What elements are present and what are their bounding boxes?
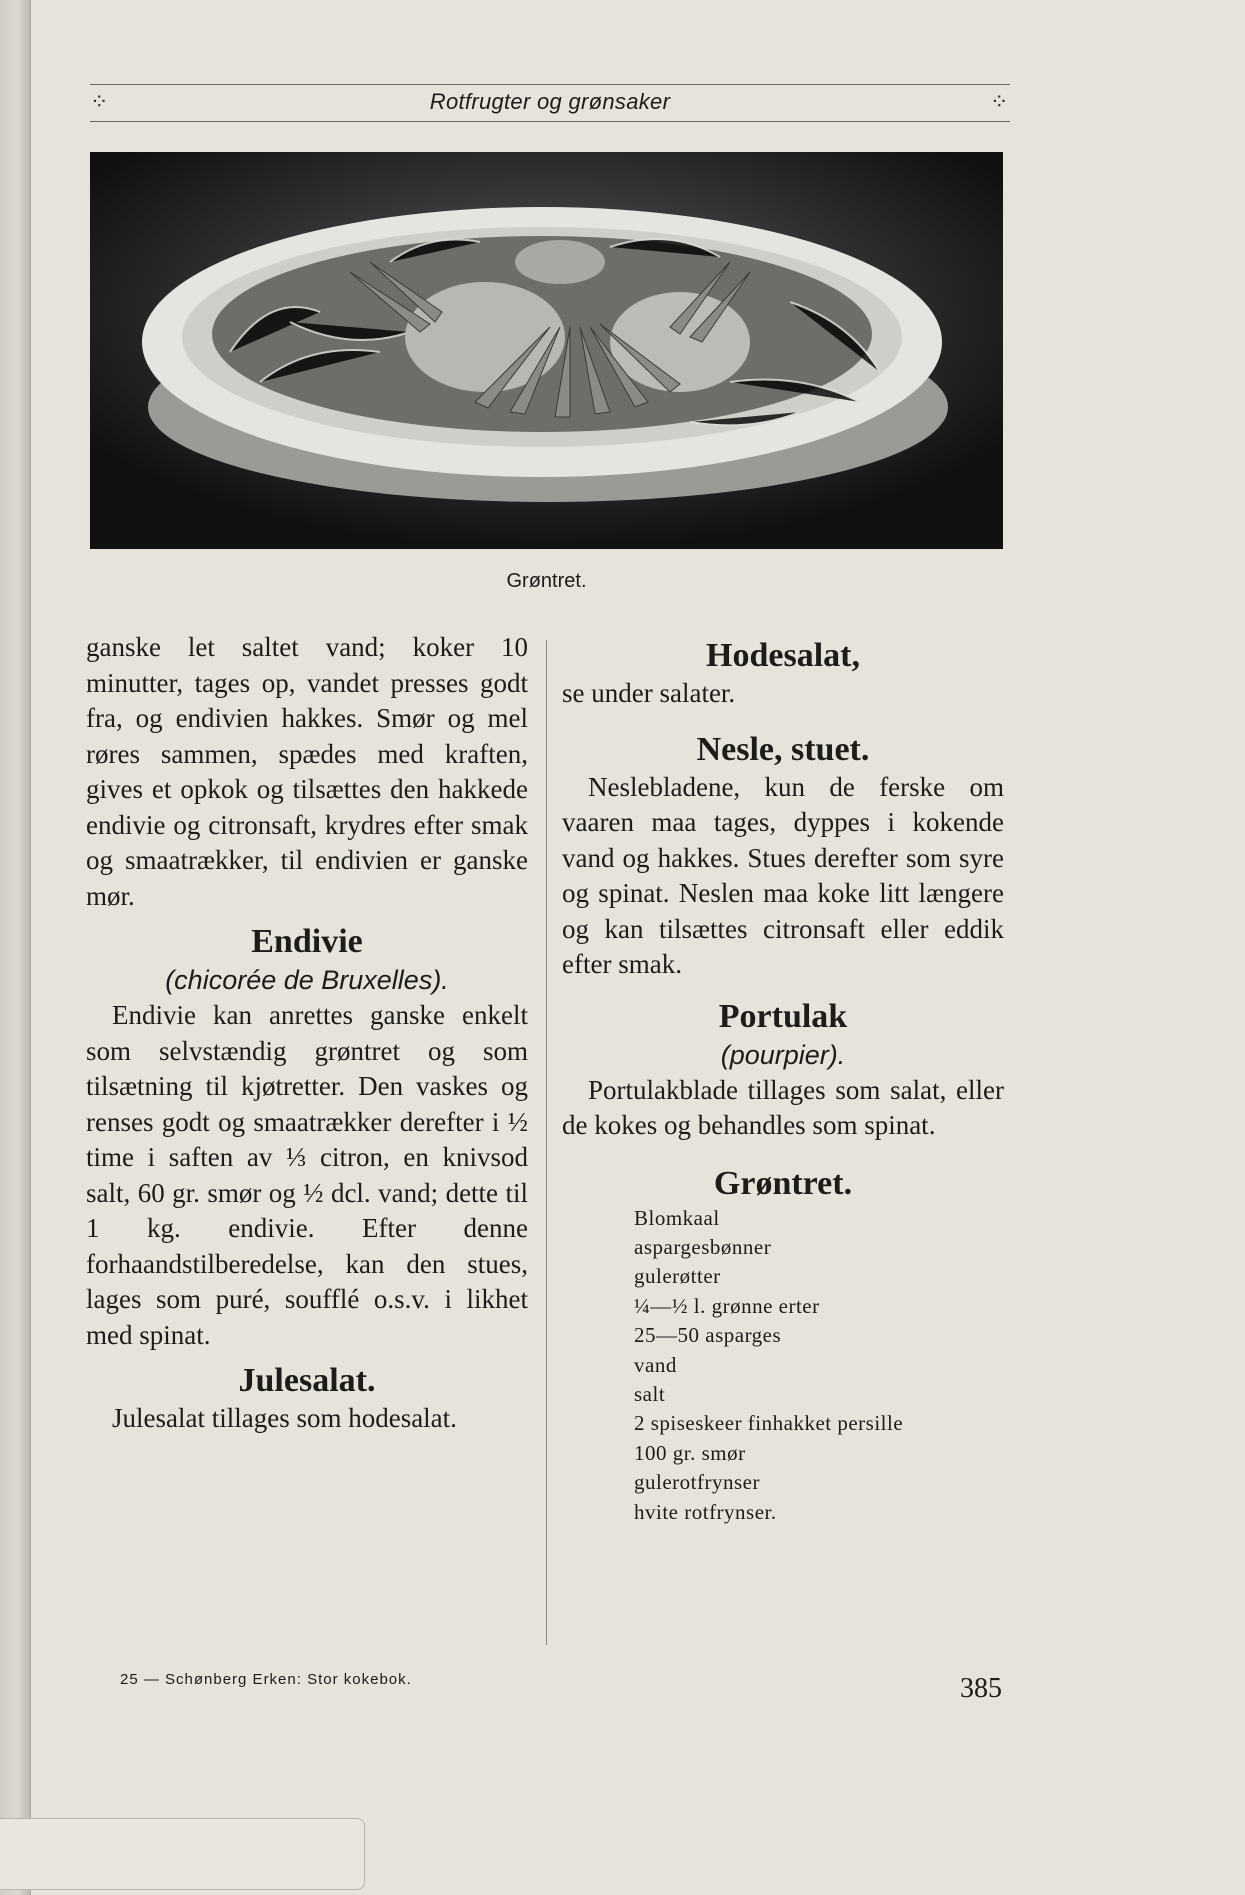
subheading-chicoree: (chicorée de Bruxelles). [165, 965, 449, 995]
heading-grontret: Grøntret. [713, 1164, 853, 1202]
list-item: salt [634, 1381, 666, 1406]
list-item: 25—50 asparges [634, 1323, 782, 1348]
printer-signature: 25 — Schønberg Erken: Stor kokebok. [120, 1671, 412, 1688]
heading-nesle: Nesle, stuet. [696, 730, 870, 768]
running-title: Rotfrugter og grønsaker [429, 89, 671, 114]
header-rule-bottom [90, 121, 1010, 122]
page-number: 385 [960, 1673, 1002, 1704]
list-item: vand [634, 1352, 677, 1377]
julesalat-text: Julesalat tillages som hodesalat. [112, 1403, 457, 1433]
heading-julesalat: Julesalat. [238, 1362, 376, 1399]
photo-caption: Grøntret. [506, 570, 587, 592]
list-item: ¼—½ l. grønne erter [634, 1293, 820, 1318]
heading-endivie: Endivie [251, 923, 363, 960]
subheading-pourpier: (pourpier). [720, 1039, 846, 1070]
page-edge-tab [0, 1818, 365, 1890]
right-column [562, 630, 1004, 1527]
endivie-text: Endivie kan anrettes ganske enkelt som selvstændig grøntret og som tilsætning til kjøtretter. Den vaskes og renses godt og smaatrækker derefter i ½ time i saften av ⅓ citron, en knivsod salt, 60 gr. smør og ½ dcl. vand; dette til 1 kg. endivie. Efter denne forhaandstilberedelse, kan den stues, lages som puré, soufflé o.s.v. i likhet med spinat. [86, 1000, 528, 1350]
list-item: aspargesbønner [634, 1234, 772, 1259]
list-item: gulerotfrynser [634, 1470, 760, 1495]
list-item: hvite rotfrynser. [634, 1499, 777, 1524]
vegetable-platter-photo [90, 152, 1003, 549]
ornament-right-icon: ⁘ [990, 89, 1009, 114]
list-item: gulerøtter [634, 1264, 721, 1289]
ingredient-list [634, 1204, 1004, 1527]
list-item: 100 gr. smør [634, 1440, 746, 1465]
portulak-text: Portulakblade tillages som salat, eller de kokes og behandles som spinat. [562, 1074, 1004, 1140]
left-column [86, 630, 528, 1437]
endivien-continued-text: ganske let saltet vand; koker 10 minutter, tages op, vandet presses godt fra, og endivien hakkes. Smør og mel røres sammen, spædes med kraften, gives et opkok og tilsættes den hakkede endivie og citronsaft, krydres efter smak og smaatrækker, til endivien er ganske mør. [86, 632, 528, 911]
column-divider [546, 640, 547, 1645]
heading-portulak: Portulak [718, 997, 848, 1035]
nesle-text: Neslebladene, kun de ferske om vaaren maa tages, dyppes i kokende vand og hakkes. Stues derefter som syre og spinat. Neslen maa koke litt længere og kan tilsættes citronsaft eller eddik efter smak. [562, 771, 1004, 979]
header-rule-top [90, 84, 1010, 85]
list-item: Blomkaal [634, 1205, 720, 1230]
heading-hodesalat: Hodesalat, [706, 637, 860, 674]
list-item: 2 spiseskeer finhakket persille [634, 1411, 904, 1436]
hodesalat-text: se under salater. [562, 678, 736, 708]
ornament-left-icon: ⁘ [90, 89, 109, 114]
book-spine [0, 0, 31, 1895]
